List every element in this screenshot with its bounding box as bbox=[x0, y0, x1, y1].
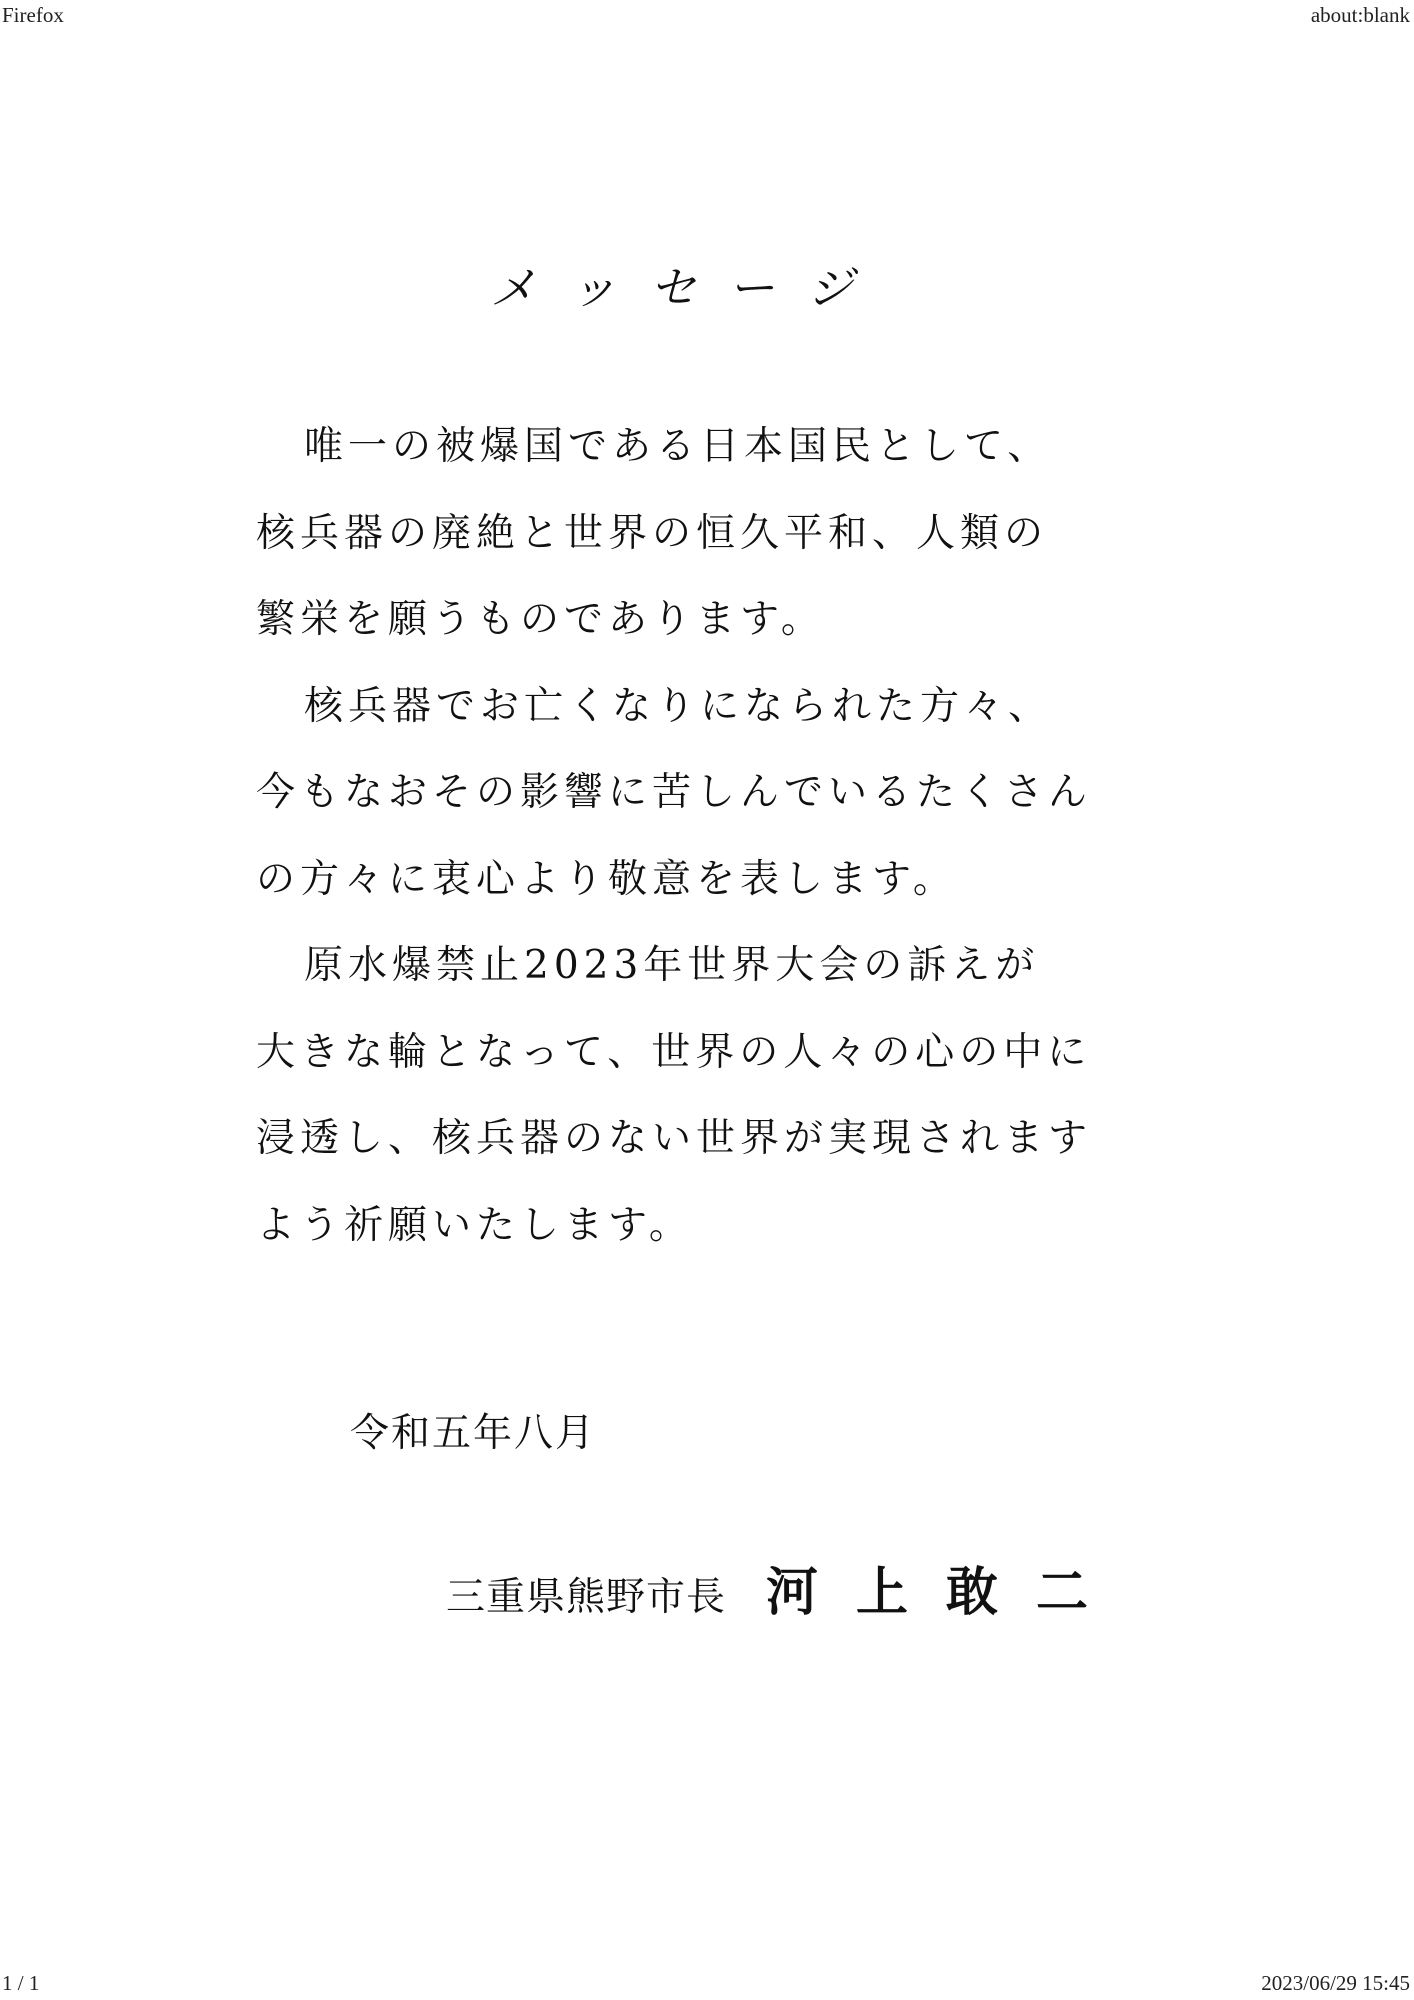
signature-name: 河上敢二 bbox=[766, 1562, 1127, 1623]
print-header bbox=[0, 0, 1414, 30]
body-line: 唯一の被爆国である日本国民として、 bbox=[304, 424, 1052, 469]
message-body bbox=[256, 404, 1176, 1269]
body-line: 大きな輪となって、世界の人々の心の中に bbox=[256, 1029, 1092, 1075]
signature-office: 三重県熊野市長 bbox=[446, 1575, 727, 1620]
body-line: 繁栄を願うものであります。 bbox=[256, 597, 825, 642]
body-line: 今もなおその影響に苦しんでいるたくさん bbox=[256, 770, 1093, 815]
body-line: 核兵器でお亡くなりになられた方々、 bbox=[304, 683, 1053, 729]
body-line: よう祈願いたします。 bbox=[256, 1202, 693, 1248]
body-line: 浸透し、核兵器のない世界が実現されます bbox=[256, 1116, 1093, 1161]
page-title: メッセージ bbox=[490, 261, 888, 315]
footer-timestamp: 2023/06/29 15:45 bbox=[1261, 1971, 1410, 1995]
body-line: 核兵器の廃絶と世界の恒久平和、人類の bbox=[256, 510, 1049, 556]
signature-block bbox=[446, 1558, 1126, 1628]
body-line: 原水爆禁止2023年世界大会の訴えが bbox=[304, 943, 1040, 988]
header-page-url: about:blank bbox=[1310, 3, 1410, 27]
footer-page-count: 1 / 1 bbox=[2, 1971, 40, 1995]
header-browser-name: Firefox bbox=[2, 3, 64, 27]
document-date: 令和五年八月 bbox=[350, 1411, 597, 1456]
print-footer bbox=[0, 1968, 1414, 1998]
body-line: の方々に衷心より敬意を表します。 bbox=[256, 856, 957, 902]
